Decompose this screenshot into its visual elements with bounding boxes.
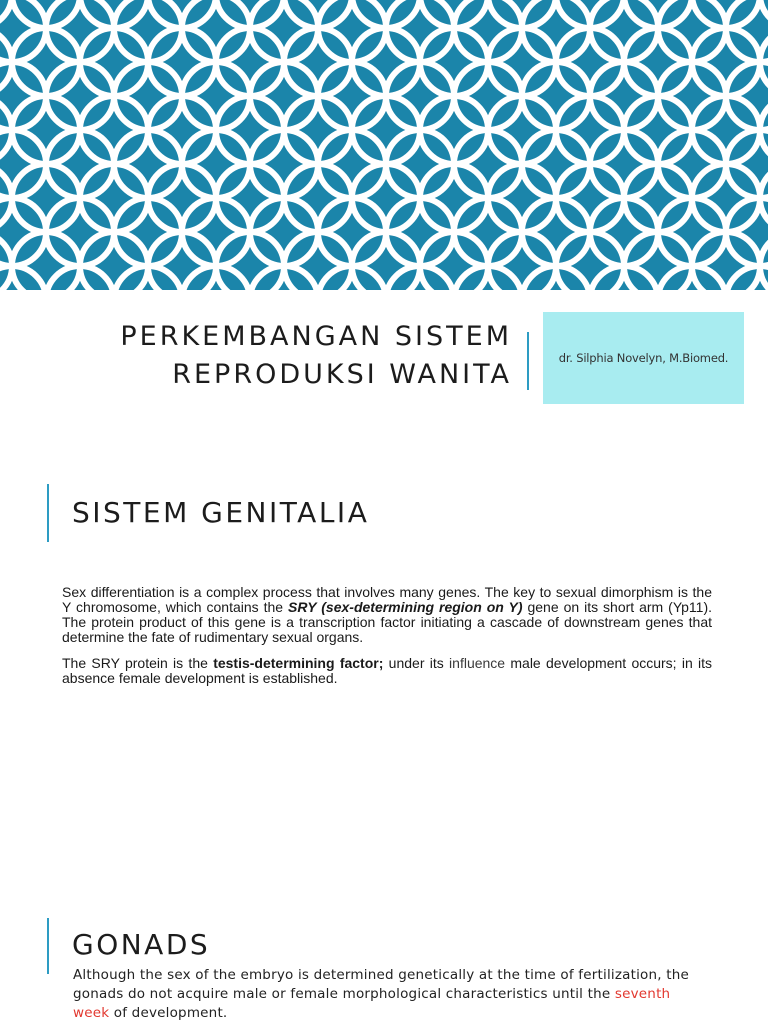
heading-accent-bar [47, 484, 49, 542]
slide-title [120, 318, 512, 394]
section-heading: SISTEM GENITALIA [72, 496, 370, 529]
gonads-text-a: Although the sex of the embryo is determined genetically at the time of fertilization, the gonads do not acquire male or female morphological characteristics until the [73, 967, 690, 1002]
paragraph-1 [62, 585, 712, 645]
gonads-slide [0, 904, 768, 1024]
body-text [62, 585, 712, 697]
gonads-text-b: of development. [109, 1005, 228, 1021]
decorative-pattern [0, 0, 768, 290]
p2-text-b: under its [383, 655, 450, 671]
p1-text-a: Sex differentiation is a complex process that involves many genes. The key to sexual dimorphism is the Y chromosome, which contains the [62, 584, 712, 615]
author-box [543, 312, 744, 404]
paragraph-2 [62, 656, 712, 686]
gonads-text [73, 966, 693, 1023]
sry-term: SRY (sex-determining region on Y) [288, 599, 523, 615]
p2-text-c: male development occurs; in its absence female development is established. [62, 655, 713, 686]
seventh-week-highlight: seventh week [73, 986, 671, 1021]
author-name: dr. Silphia Novelyn, M.Biomed. [558, 351, 729, 365]
title-slide [0, 0, 768, 440]
p1-text-b: gene on its short arm (Yp11). The protein product of this gene is a transcription factor initiating a cascade of downstream genes that determine the fate of rudimentary sexual organs. [62, 599, 712, 645]
title-line-1: PERKEMBANGAN SISTEM [120, 321, 512, 352]
heading-accent-bar [47, 918, 49, 974]
influence-word: influence [449, 655, 506, 671]
title-line-2: REPRODUKSI WANITA [172, 359, 512, 390]
p2-text-a: The SRY protein is the [62, 655, 214, 671]
testis-term: testis-determining factor; [213, 655, 384, 671]
title-divider [527, 332, 529, 390]
section-heading: GONADS [72, 928, 211, 961]
sistem-genitalia-slide [0, 456, 768, 904]
